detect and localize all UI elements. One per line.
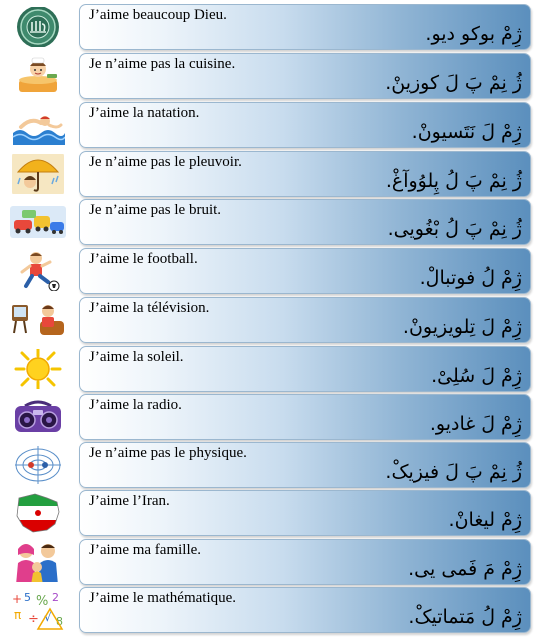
french-sentence: Je n’aime pas le bruit.: [89, 202, 222, 218]
persian-pronunciation: ژِمْ مَ فَمی یی.: [408, 558, 522, 580]
phrase-row: [0, 490, 539, 536]
french-sentence: Je n’aime pas la cuisine.: [89, 56, 236, 72]
phrase-bar: [79, 151, 531, 197]
persian-pronunciation: ژُ نِمْ پَ لَ کوزینْ.: [385, 72, 522, 94]
sun-icon: [10, 349, 66, 389]
persian-pronunciation: ژِمْ لُ مَتماتیکْ.: [408, 606, 522, 628]
phrase-row: [0, 587, 539, 633]
allah-calligraphy-icon: [10, 7, 66, 47]
traffic-noise-icon: [10, 202, 66, 242]
persian-pronunciation: ژِمْ لُ فوتبالْ.: [419, 267, 522, 289]
phrase-bar: [79, 587, 531, 633]
french-sentence: J’aime ma famille.: [89, 542, 202, 558]
phrase-row: [0, 442, 539, 488]
phrase-bar: [79, 297, 531, 343]
persian-pronunciation: ژِمْ لَ تِلویزیونْ.: [402, 316, 522, 338]
french-sentence: J’aime la radio.: [89, 397, 182, 413]
french-sentence: J’aime la télévision.: [89, 300, 210, 316]
svg-text:8: 8: [56, 615, 63, 628]
tv-watching-icon: [10, 300, 66, 340]
phrase-bar: [79, 346, 531, 392]
radio-icon: [10, 397, 66, 437]
persian-pronunciation: ژِمْ لَ نَتَسیونْ.: [411, 121, 522, 143]
phrase-bar: [79, 4, 531, 50]
phrase-row: [0, 297, 539, 343]
phrase-row: [0, 53, 539, 99]
persian-pronunciation: ژِمْ بوکو دیو.: [425, 23, 522, 45]
phrase-row: [0, 4, 539, 50]
rain-umbrella-icon: [10, 154, 66, 194]
phrase-bar: [79, 199, 531, 245]
phrase-row: [0, 248, 539, 294]
family-icon: [10, 542, 66, 582]
persian-pronunciation: ژُ نِمْ پَ لُ بْغُویی.: [387, 218, 522, 240]
svg-text:√: √: [44, 610, 52, 624]
french-sentence: J’aime le football.: [89, 251, 198, 267]
magnetic-field-icon: [10, 445, 66, 485]
cooking-girl-icon: [10, 56, 66, 96]
phrase-row: [0, 151, 539, 197]
svg-text:+: +: [12, 592, 23, 606]
svg-text:÷: ÷: [28, 612, 39, 627]
phrase-bar: [79, 490, 531, 536]
football-player-icon: [10, 251, 66, 291]
phrase-row: [0, 199, 539, 245]
phrase-bar: [79, 248, 531, 294]
svg-text:5: 5: [24, 591, 31, 604]
persian-pronunciation: ژُ نِمْ پَ لَ فیزیکْ.: [385, 461, 522, 483]
french-sentence: J’aime beaucoup Dieu.: [89, 7, 227, 23]
math-symbols-icon: [10, 590, 66, 630]
french-sentence: J’aime le mathématique.: [89, 590, 237, 606]
phrase-bar: [79, 539, 531, 585]
phrase-bar: [79, 102, 531, 148]
persian-pronunciation: ژُ نِمْ پَ لُ پِلوُوآغْ.: [385, 170, 522, 192]
phrase-bar: [79, 53, 531, 99]
persian-pronunciation: ژِمْ لَ سُلِیْ.: [431, 365, 522, 387]
french-sentence: J’aime la natation.: [89, 105, 200, 121]
iran-flag-map-icon: [10, 493, 66, 533]
phrase-row: [0, 539, 539, 585]
phrase-row: [0, 394, 539, 440]
phrase-row: [0, 102, 539, 148]
persian-pronunciation: ژِمْ لیغانْ.: [448, 509, 522, 531]
french-sentence: Je n’aime pas le pleuvoir.: [89, 154, 242, 170]
french-sentence: J’aime l’Iran.: [89, 493, 170, 509]
svg-text:%: %: [36, 594, 49, 609]
persian-pronunciation: ژِمْ لَ غادیو.: [429, 413, 522, 435]
french-sentence: Je n’aime pas le physique.: [89, 445, 247, 461]
phrase-bar: [79, 442, 531, 488]
french-sentence: J’aime la soleil.: [89, 349, 184, 365]
svg-text:π: π: [14, 608, 22, 622]
phrase-row: [0, 346, 539, 392]
svg-text:2: 2: [52, 591, 59, 604]
swimmer-icon: [10, 105, 66, 145]
phrase-bar: [79, 394, 531, 440]
